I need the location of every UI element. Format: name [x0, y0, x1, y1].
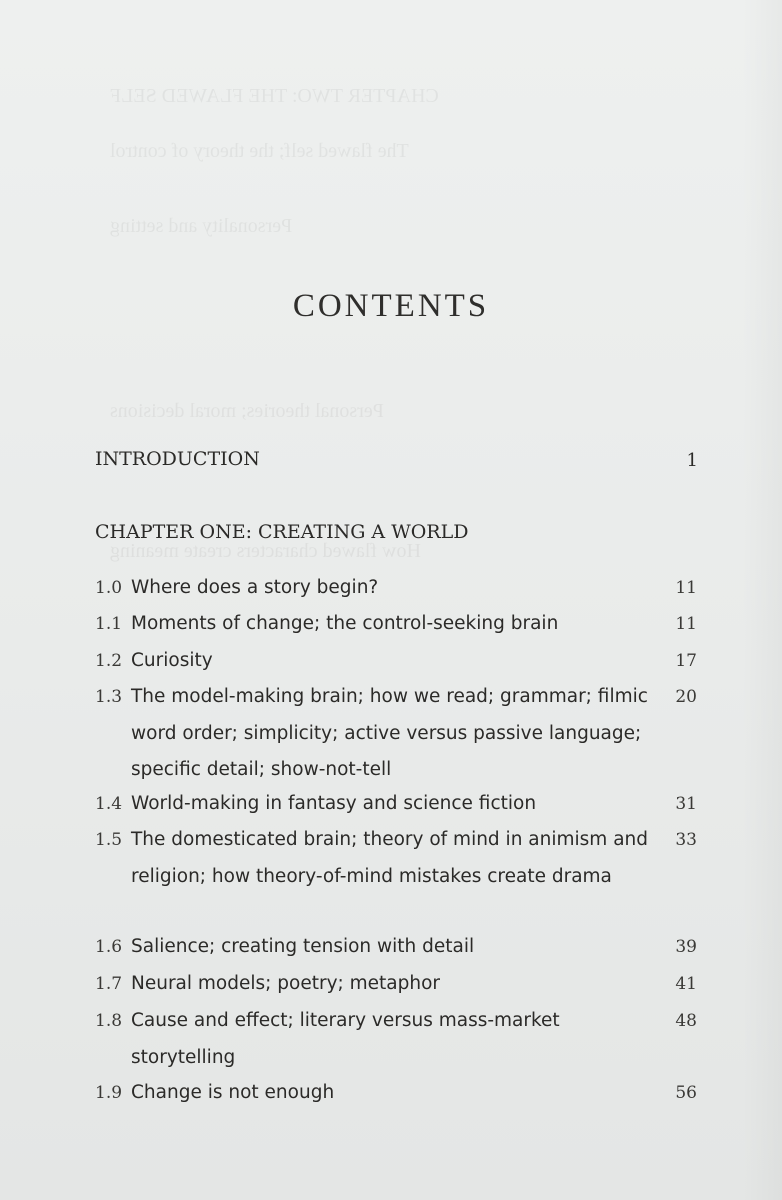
bleed-through-text: The flawed self; the theory of control [110, 140, 409, 162]
entry-number: 1.5 [95, 830, 123, 850]
entry-number: 1.0 [95, 578, 123, 598]
entry-title: Curiosity [131, 650, 213, 671]
entry-title: The model-making brain; how we read; grammar; filmic word order; simplicity; active versus passive language; specific detail; show-not-tell [131, 686, 648, 780]
entry-number: 1.6 [95, 937, 123, 957]
bleed-through-text: Personality and setting [110, 215, 293, 237]
entry-page-number: 48 [675, 1011, 697, 1031]
entry-title: Cause and effect; literary versus mass-market storytelling [131, 1010, 560, 1068]
introduction-heading: INTRODUCTION [95, 448, 260, 470]
entry-number: 1.9 [95, 1083, 123, 1103]
entry-title: Where does a story begin? [131, 577, 379, 598]
entry-page-number: 11 [675, 614, 697, 634]
entry-number: 1.1 [95, 614, 123, 634]
entry-page-number: 39 [675, 937, 697, 957]
entry-number: 1.2 [95, 651, 123, 671]
entry-title: Change is not enough [131, 1082, 335, 1103]
entry-page-number: 20 [675, 687, 697, 707]
entry-page-number: 56 [675, 1083, 697, 1103]
chapter-one-heading: CHAPTER ONE: CREATING A WORLD [95, 521, 469, 543]
bleed-through-text: Personal theories; moral decisions [110, 400, 384, 422]
page-title: CONTENTS [292, 288, 490, 324]
entry-page-number: 11 [675, 578, 697, 598]
entry-number: 1.8 [95, 1011, 123, 1031]
entry-title: Neural models; poetry; metaphor [131, 973, 441, 994]
entry-page-number: 31 [675, 794, 697, 814]
entry-title: The domesticated brain; theory of mind in animism and religion; how theory-of-mind mistakes create drama [131, 829, 649, 887]
bleed-through-text: CHAPTER TWO: THE FLAWED SELF [110, 85, 439, 107]
entry-number: 1.7 [95, 974, 123, 994]
entry-title: Moments of change; the control-seeking brain [131, 613, 559, 634]
entry-number: 1.3 [95, 687, 123, 707]
bleed-through-text: How flawed characters create meaning [110, 540, 421, 562]
page-edge-shadow [742, 0, 782, 1200]
entry-number: 1.4 [95, 794, 123, 814]
entry-page-number: 41 [675, 974, 697, 994]
introduction-page-number: 1 [686, 450, 698, 471]
entry-title: Salience; creating tension with detail [131, 936, 475, 957]
entry-page-number: 33 [675, 830, 697, 850]
entry-page-number: 17 [675, 651, 697, 671]
entry-title: World-making in fantasy and science fiction [131, 793, 537, 814]
